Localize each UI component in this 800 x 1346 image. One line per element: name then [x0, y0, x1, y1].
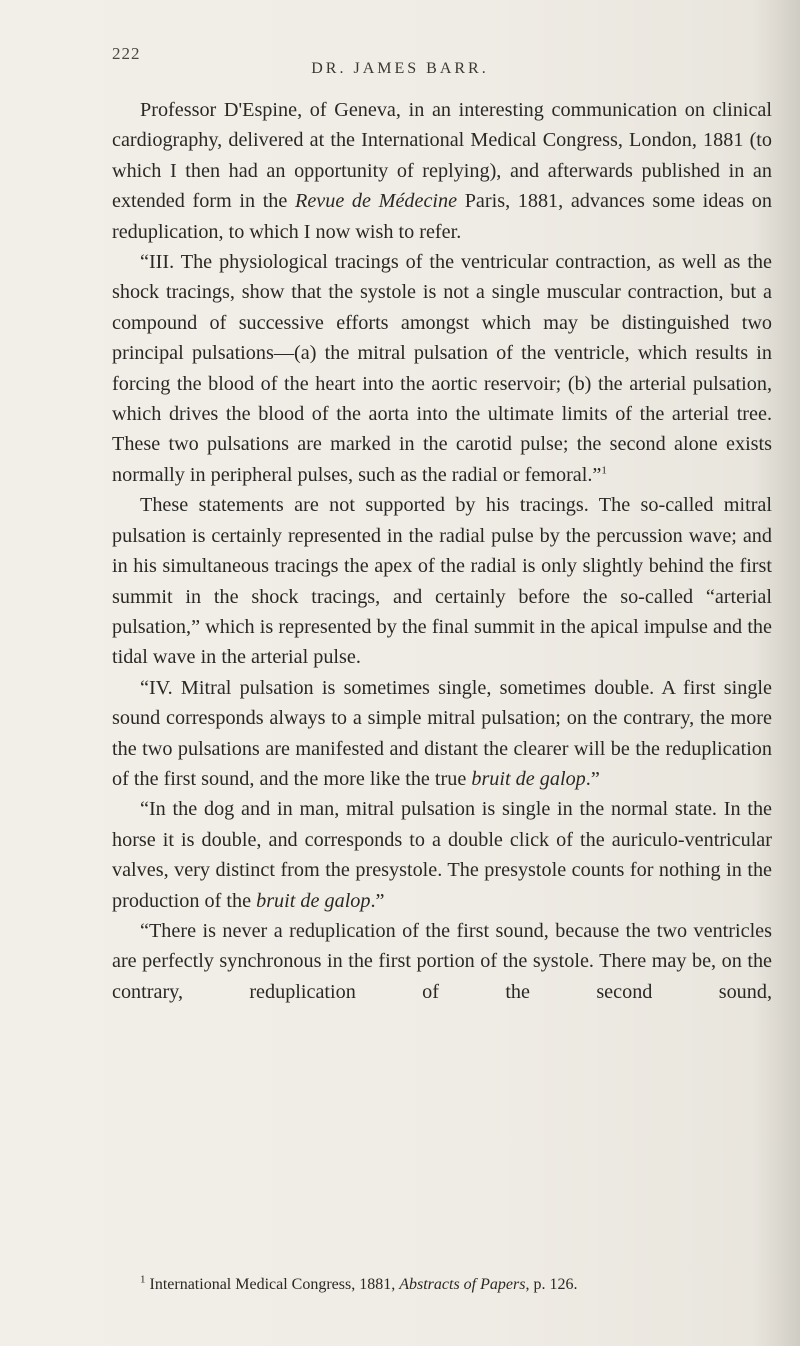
quote-dog-text-a: “In the dog and in man, mitral pulsation is single in the normal state. In the horse it is double, and corresponds to a double click of the auriculo-ventricular valves, very distinct from the presystole. The presystole counts for nothing in the production of the — [112, 798, 772, 912]
paragraph-commentary — [112, 490, 772, 672]
paragraph-quote-dog — [112, 794, 772, 916]
quote-dog-text-b: .” — [370, 889, 385, 912]
paragraph-quote-iv — [112, 673, 772, 795]
quote-reduplication-text: “There is never a reduplication of the first sound, because the two ventricles are perfectly synchronous in the first portion of the systole. There may be, on the contrary, reduplication of the second sound, — [112, 919, 772, 1003]
quote-iii-text: “III. The physiological tracings of the ventricular contraction, as well as the shock tracings, show that the systole is not a single muscular contraction, but a compound of successive efforts amongst which may be distinguished two principal pulsations—(a) the mitral pulsation of the ventricle, which results in forcing the blood of the heart into the aortic reservoir; (b) the arterial pulsation, which drives the blood of the aorta into the ultimate limits of the arterial tree. These two pulsations are marked in the carotid pulse; the second alone exists normally in peripheral pulses, such as the radial or femoral.” — [112, 251, 772, 486]
footnote-reference: 1 — [601, 464, 607, 477]
quote-iv-text-b: .” — [585, 767, 600, 790]
quote-iv-text-a: “IV. Mitral pulsation is sometimes single, sometimes double. A first single sound corresponds always to a simple mitral pulsation; on the contrary, the more the two pulsations are manifested and distant the clearer will be the reduplication of the first sound, and the more like the true — [112, 676, 772, 790]
footnote — [112, 1275, 772, 1295]
intro-text-a: Professor D'Espine, of Geneva, in an interesting communication on clinical cardiography, delivered at the International Medical Congress, London, 1881 (to which I then had an opportunity of replying), and afterwards published in an extended form in the — [112, 99, 772, 213]
bruit-de-galop-term-2: bruit de galop — [256, 889, 371, 912]
paragraph-quote-reduplication — [112, 916, 772, 1007]
footnote-marker: 1 — [140, 1273, 146, 1286]
footnote-text-b: , p. 126. — [525, 1276, 578, 1293]
running-head: DR. JAMES BARR. — [311, 60, 489, 77]
footnote-source-title: Abstracts of Papers — [399, 1276, 526, 1293]
paragraph-intro — [112, 95, 772, 247]
footnote-text-a: International Medical Congress, 1881, — [145, 1276, 400, 1293]
commentary-text: These statements are not supported by his tracings. The so-called mitral pulsation is certainly represented in the radial pulse by the percussion wave; and in his simultaneous tracings the apex of the radial is only slightly behind the first summit in the shock tracings, and certainly before the so-called “arterial pulsation,” which is represented by the final summit in the apical impulse and the tidal wave in the arterial pulse. — [112, 494, 772, 669]
intro-text-b: Paris, 1881, advances some ideas on reduplication, to which I now wish to refer. — [112, 190, 772, 243]
bruit-de-galop-term: bruit de galop — [471, 767, 586, 790]
body-text — [112, 95, 772, 1007]
page-number: 222 — [112, 44, 141, 63]
paragraph-quote-iii — [112, 247, 772, 490]
journal-title: Revue de Médecine — [295, 190, 458, 213]
